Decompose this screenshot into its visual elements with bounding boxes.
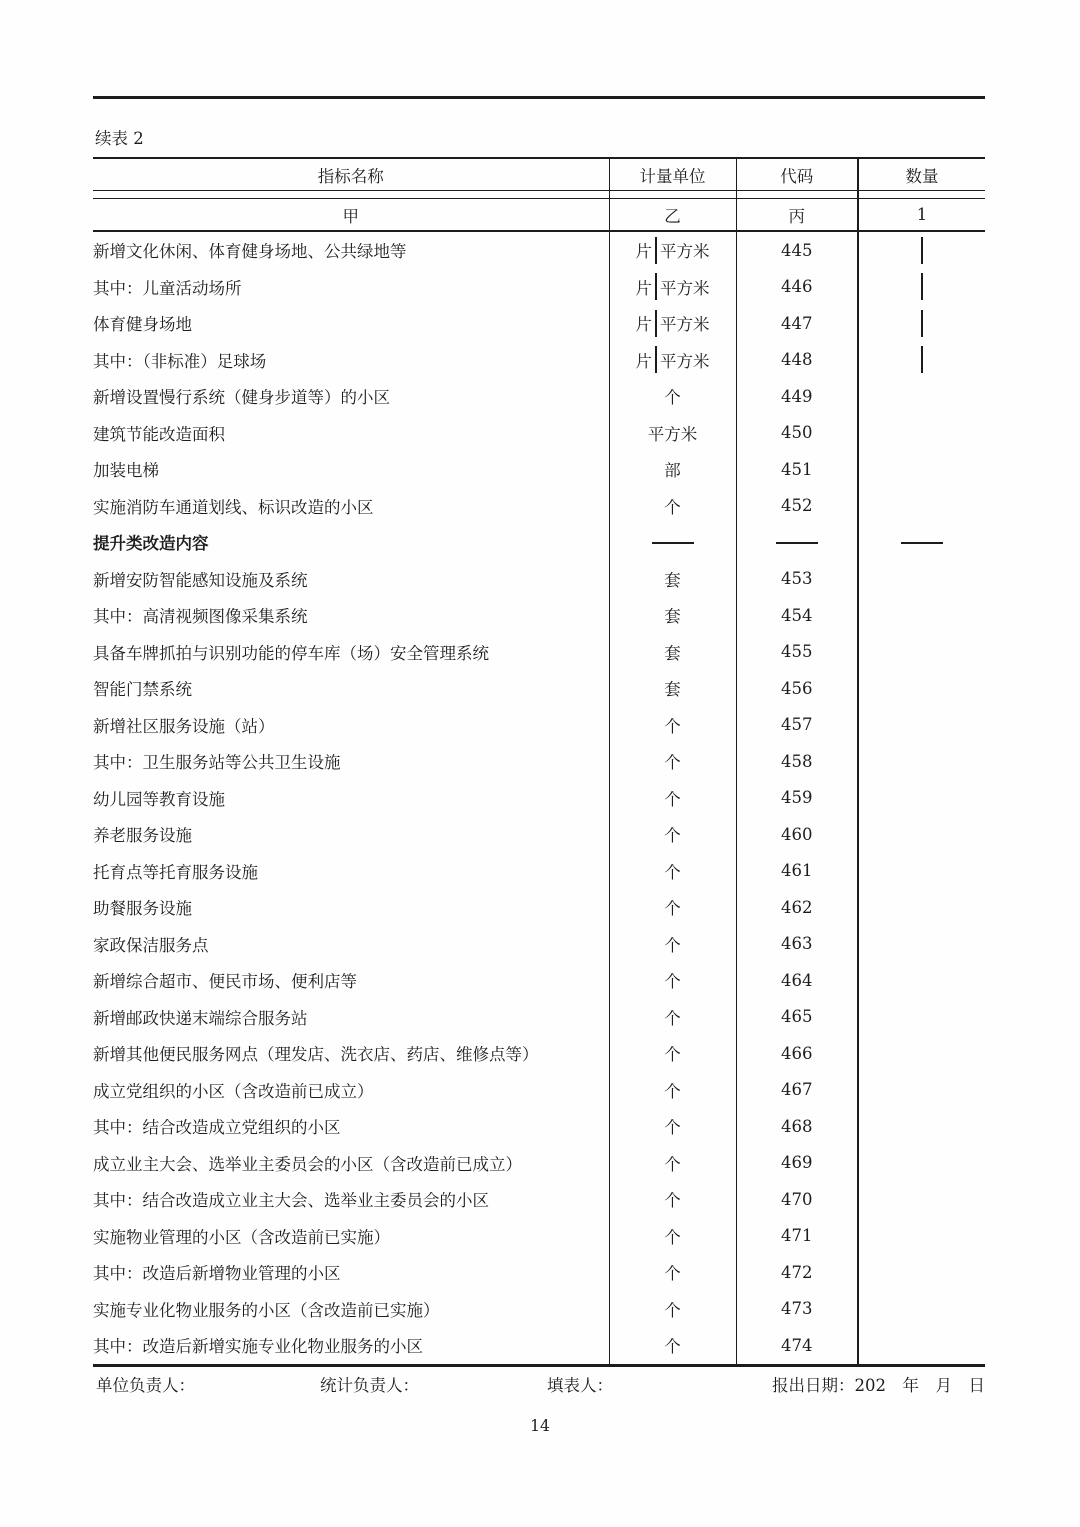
code-cell: 467 bbox=[736, 1072, 858, 1109]
table-row bbox=[93, 488, 985, 525]
indicator-name: 新增安防智能感知设施及系统 bbox=[93, 570, 308, 590]
unit-cell: 套 bbox=[609, 670, 736, 707]
unit-cell: 个 bbox=[609, 488, 736, 525]
unit-cell: 个 bbox=[609, 1218, 736, 1255]
indicator-name-cell bbox=[93, 670, 609, 707]
quantity-cell bbox=[858, 561, 985, 598]
statistics-table bbox=[93, 157, 985, 1367]
indicator-name: 实施专业化物业服务的小区（含改造前已实施） bbox=[93, 1300, 440, 1320]
indicator-name: 建筑节能改造面积 bbox=[93, 424, 225, 444]
indicator-name: 新增其他便民服务网点（理发店、洗衣店、药店、维修点等） bbox=[93, 1045, 539, 1065]
quantity-cell bbox=[858, 342, 985, 379]
code-cell: 451 bbox=[736, 451, 858, 488]
quantity-cell bbox=[858, 415, 985, 452]
indicator-name-cell bbox=[93, 634, 609, 671]
code-cell: 466 bbox=[736, 1035, 858, 1072]
unit-cell: 个 bbox=[609, 1291, 736, 1328]
table-row bbox=[93, 231, 985, 269]
unit-split-group bbox=[610, 346, 736, 373]
unit-part: 平方米 bbox=[660, 315, 710, 335]
stats-head-label: 统计负责人： bbox=[320, 1376, 419, 1395]
indicator-name-cell bbox=[93, 853, 609, 890]
quantity-cell bbox=[858, 999, 985, 1036]
unit-cell bbox=[609, 305, 736, 342]
indicator-name-cell bbox=[93, 743, 609, 780]
subheader-one: 1 bbox=[858, 199, 985, 232]
unit-part: 平方米 bbox=[660, 242, 710, 262]
code-cell: 450 bbox=[736, 415, 858, 452]
code-cell: 474 bbox=[736, 1327, 858, 1365]
table-row bbox=[93, 1145, 985, 1182]
unit-part: 片 bbox=[635, 351, 652, 371]
indicator-name: 体育健身场地 bbox=[93, 315, 192, 335]
code-cell: 454 bbox=[736, 597, 858, 634]
table-row bbox=[93, 816, 985, 853]
indicator-name-cell bbox=[93, 1327, 609, 1365]
indicator-name: 家政保洁服务点 bbox=[93, 935, 209, 955]
code-cell: 445 bbox=[736, 231, 858, 269]
code-cell: 453 bbox=[736, 561, 858, 598]
quantity-cell bbox=[858, 962, 985, 999]
indicator-name-cell bbox=[93, 926, 609, 963]
unit-cell: 个 bbox=[609, 999, 736, 1036]
indicator-name-cell bbox=[93, 524, 609, 561]
unit-divider-bar bbox=[655, 273, 657, 300]
unit-cell bbox=[609, 269, 736, 306]
indicator-name-cell bbox=[93, 1145, 609, 1182]
quantity-cell bbox=[858, 269, 985, 306]
quantity-cell bbox=[858, 634, 985, 671]
indicator-name-cell bbox=[93, 269, 609, 306]
table-row bbox=[93, 962, 985, 999]
code-cell: 471 bbox=[736, 1218, 858, 1255]
subheader-bing: 丙 bbox=[736, 199, 858, 232]
table-row bbox=[93, 926, 985, 963]
table-row bbox=[93, 1291, 985, 1328]
code-cell: 469 bbox=[736, 1145, 858, 1182]
quantity-cell bbox=[858, 378, 985, 415]
quantity-cell bbox=[858, 1072, 985, 1109]
indicator-name: 其中：儿童活动场所 bbox=[93, 278, 242, 298]
quantity-cell bbox=[858, 1254, 985, 1291]
indicator-name: 新增社区服务设施（站） bbox=[93, 716, 275, 736]
indicator-name: 其中：卫生服务站等公共卫生设施 bbox=[93, 753, 341, 773]
indicator-name-cell bbox=[93, 488, 609, 525]
dash-mark bbox=[901, 542, 943, 544]
table-row bbox=[93, 415, 985, 452]
indicator-name: 具备车牌抓拍与识别功能的停车库（场）安全管理系统 bbox=[93, 643, 489, 663]
unit-cell bbox=[609, 342, 736, 379]
unit-cell: 个 bbox=[609, 1327, 736, 1365]
indicator-name: 其中：结合改造成立业主大会、选举业主委员会的小区 bbox=[93, 1191, 489, 1211]
indicator-name-cell bbox=[93, 1035, 609, 1072]
dash-mark bbox=[776, 542, 818, 544]
quantity-cell bbox=[858, 853, 985, 890]
unit-divider-bar bbox=[655, 310, 657, 337]
unit-cell: 平方米 bbox=[609, 415, 736, 452]
indicator-name: 养老服务设施 bbox=[93, 826, 192, 846]
indicator-name-cell bbox=[93, 707, 609, 744]
unit-cell: 套 bbox=[609, 561, 736, 598]
quantity-cell bbox=[858, 1181, 985, 1218]
indicator-name-cell bbox=[93, 1108, 609, 1145]
quantity-cell bbox=[858, 670, 985, 707]
table-row bbox=[93, 305, 985, 342]
table-row bbox=[93, 707, 985, 744]
col-header-code: 代码 bbox=[736, 158, 858, 191]
indicator-name: 其中：高清视频图像采集系统 bbox=[93, 607, 308, 627]
code-cell: 455 bbox=[736, 634, 858, 671]
code-cell: 459 bbox=[736, 780, 858, 817]
table-row bbox=[93, 597, 985, 634]
code-cell: 460 bbox=[736, 816, 858, 853]
code-cell: 446 bbox=[736, 269, 858, 306]
indicator-name: 其中：结合改造成立党组织的小区 bbox=[93, 1118, 341, 1138]
unit-part: 片 bbox=[635, 278, 652, 298]
table-row bbox=[93, 889, 985, 926]
code-cell: 468 bbox=[736, 1108, 858, 1145]
quantity-cell bbox=[858, 597, 985, 634]
unit-cell: 个 bbox=[609, 816, 736, 853]
unit-cell: 个 bbox=[609, 707, 736, 744]
indicator-name: 其中：改造后新增物业管理的小区 bbox=[93, 1264, 341, 1284]
unit-part: 片 bbox=[635, 315, 652, 335]
indicator-name: 其中：（非标准）足球场 bbox=[93, 351, 267, 371]
quantity-cell bbox=[858, 816, 985, 853]
code-cell: 465 bbox=[736, 999, 858, 1036]
indicator-name-cell bbox=[93, 1291, 609, 1328]
unit-cell bbox=[609, 231, 736, 269]
quantity-cell bbox=[858, 780, 985, 817]
indicator-name-cell bbox=[93, 305, 609, 342]
code-cell: 463 bbox=[736, 926, 858, 963]
unit-cell: 个 bbox=[609, 1254, 736, 1291]
unit-part: 平方米 bbox=[660, 278, 710, 298]
table-row bbox=[93, 378, 985, 415]
unit-cell: 个 bbox=[609, 1108, 736, 1145]
indicator-name: 加装电梯 bbox=[93, 461, 159, 481]
unit-cell: 个 bbox=[609, 1035, 736, 1072]
unit-cell: 个 bbox=[609, 743, 736, 780]
indicator-name-cell bbox=[93, 378, 609, 415]
col-header-indicator: 指标名称 bbox=[93, 158, 609, 191]
quantity-cell bbox=[858, 305, 985, 342]
table-row bbox=[93, 780, 985, 817]
unit-divider-bar bbox=[655, 346, 657, 373]
indicator-name-cell bbox=[93, 597, 609, 634]
indicator-name-cell bbox=[93, 999, 609, 1036]
indicator-name-cell bbox=[93, 561, 609, 598]
indicator-name-cell bbox=[93, 342, 609, 379]
indicator-name-cell bbox=[93, 451, 609, 488]
quantity-divider-bar bbox=[921, 310, 923, 337]
indicator-name: 提升类改造内容 bbox=[93, 534, 209, 554]
indicator-name: 智能门禁系统 bbox=[93, 680, 192, 700]
table-row bbox=[93, 634, 985, 671]
quantity-cell bbox=[858, 926, 985, 963]
unit-cell bbox=[609, 524, 736, 561]
unit-head-label: 单位负责人： bbox=[96, 1376, 195, 1395]
header-double-rule-gap bbox=[93, 191, 985, 199]
indicator-name-cell bbox=[93, 231, 609, 269]
continued-table-label: 续表 2 bbox=[95, 129, 144, 148]
indicator-name: 新增文化休闲、体育健身场地、公共绿地等 bbox=[93, 242, 407, 262]
quantity-divider-bar bbox=[921, 346, 923, 373]
column-header-row bbox=[93, 158, 985, 191]
indicator-name: 成立党组织的小区（含改造前已成立） bbox=[93, 1081, 374, 1101]
code-cell: 447 bbox=[736, 305, 858, 342]
quantity-divider-bar bbox=[921, 273, 923, 300]
indicator-name-cell bbox=[93, 816, 609, 853]
dash-mark bbox=[652, 542, 694, 544]
subheader-row bbox=[93, 199, 985, 232]
indicator-name: 成立业主大会、选举业主委员会的小区（含改造前已成立） bbox=[93, 1154, 522, 1174]
unit-cell: 个 bbox=[609, 1181, 736, 1218]
quantity-cell bbox=[858, 1291, 985, 1328]
table-header bbox=[93, 158, 985, 231]
table-row bbox=[93, 269, 985, 306]
indicator-name-cell bbox=[93, 1072, 609, 1109]
table-row bbox=[93, 853, 985, 890]
code-cell: 456 bbox=[736, 670, 858, 707]
page-number: 14 bbox=[530, 1417, 550, 1435]
unit-cell: 个 bbox=[609, 1072, 736, 1109]
unit-cell: 个 bbox=[609, 889, 736, 926]
quantity-cell bbox=[858, 743, 985, 780]
unit-cell: 个 bbox=[609, 1145, 736, 1182]
unit-part: 片 bbox=[635, 242, 652, 262]
subheader-yi: 乙 bbox=[609, 199, 736, 232]
code-cell: 448 bbox=[736, 342, 858, 379]
unit-cell: 个 bbox=[609, 853, 736, 890]
quantity-cell bbox=[858, 451, 985, 488]
unit-part: 平方米 bbox=[660, 351, 710, 371]
subheader-jia: 甲 bbox=[93, 199, 609, 232]
unit-split-group bbox=[610, 310, 736, 337]
quantity-cell bbox=[858, 488, 985, 525]
indicator-name: 新增设置慢行系统（健身步道等）的小区 bbox=[93, 388, 390, 408]
code-cell: 449 bbox=[736, 378, 858, 415]
code-cell: 458 bbox=[736, 743, 858, 780]
table-row bbox=[93, 1035, 985, 1072]
quantity-cell bbox=[858, 889, 985, 926]
quantity-cell bbox=[858, 524, 985, 561]
table-row bbox=[93, 1181, 985, 1218]
quantity-cell bbox=[858, 1327, 985, 1365]
table-row bbox=[93, 1254, 985, 1291]
table-row bbox=[93, 451, 985, 488]
unit-cell: 个 bbox=[609, 926, 736, 963]
code-cell bbox=[736, 524, 858, 561]
indicator-name: 其中：改造后新增实施专业化物业服务的小区 bbox=[93, 1337, 423, 1357]
indicator-name: 助餐服务设施 bbox=[93, 899, 192, 919]
indicator-name: 实施物业管理的小区（含改造前已实施） bbox=[93, 1227, 390, 1247]
table-row bbox=[93, 561, 985, 598]
code-cell: 473 bbox=[736, 1291, 858, 1328]
form-filler-label: 填表人： bbox=[547, 1376, 613, 1395]
table-row bbox=[93, 1218, 985, 1255]
table-body bbox=[93, 231, 985, 1365]
quantity-cell bbox=[858, 1108, 985, 1145]
code-cell: 472 bbox=[736, 1254, 858, 1291]
unit-cell: 个 bbox=[609, 780, 736, 817]
table-row bbox=[93, 342, 985, 379]
table-row bbox=[93, 1108, 985, 1145]
indicator-name: 实施消防车通道划线、标识改造的小区 bbox=[93, 497, 374, 517]
quantity-cell bbox=[858, 707, 985, 744]
indicator-name-cell bbox=[93, 962, 609, 999]
unit-split-group bbox=[610, 273, 736, 300]
indicator-name-cell bbox=[93, 889, 609, 926]
unit-cell: 套 bbox=[609, 634, 736, 671]
code-cell: 464 bbox=[736, 962, 858, 999]
unit-cell: 部 bbox=[609, 451, 736, 488]
code-cell: 452 bbox=[736, 488, 858, 525]
indicator-name: 幼儿园等教育设施 bbox=[93, 789, 225, 809]
code-cell: 461 bbox=[736, 853, 858, 890]
indicator-name-cell bbox=[93, 1254, 609, 1291]
code-cell: 470 bbox=[736, 1181, 858, 1218]
table-row bbox=[93, 670, 985, 707]
signature-footer bbox=[93, 1374, 985, 1398]
indicator-name-cell bbox=[93, 1218, 609, 1255]
indicator-name-cell bbox=[93, 415, 609, 452]
indicator-name-cell bbox=[93, 1181, 609, 1218]
col-header-quantity: 数量 bbox=[858, 158, 985, 191]
code-cell: 457 bbox=[736, 707, 858, 744]
indicator-name-cell bbox=[93, 780, 609, 817]
quantity-divider-bar bbox=[921, 237, 923, 264]
col-header-unit: 计量单位 bbox=[609, 158, 736, 191]
unit-split-group bbox=[610, 237, 736, 264]
table-row bbox=[93, 1327, 985, 1365]
page-top-rule bbox=[93, 96, 985, 99]
unit-cell: 个 bbox=[609, 378, 736, 415]
indicator-name: 新增邮政快递末端综合服务站 bbox=[93, 1008, 308, 1028]
unit-divider-bar bbox=[655, 237, 657, 264]
code-cell: 462 bbox=[736, 889, 858, 926]
unit-cell: 套 bbox=[609, 597, 736, 634]
quantity-cell bbox=[858, 1035, 985, 1072]
indicator-name: 托育点等托育服务设施 bbox=[93, 862, 258, 882]
report-date-label: 报出日期：202 年 月 日 bbox=[772, 1376, 985, 1395]
quantity-cell bbox=[858, 1145, 985, 1182]
indicator-name: 新增综合超市、便民市场、便利店等 bbox=[93, 972, 357, 992]
table-row bbox=[93, 1072, 985, 1109]
table-row bbox=[93, 999, 985, 1036]
quantity-cell bbox=[858, 1218, 985, 1255]
unit-cell: 个 bbox=[609, 962, 736, 999]
table-row bbox=[93, 743, 985, 780]
table-row bbox=[93, 524, 985, 561]
quantity-cell bbox=[858, 231, 985, 269]
